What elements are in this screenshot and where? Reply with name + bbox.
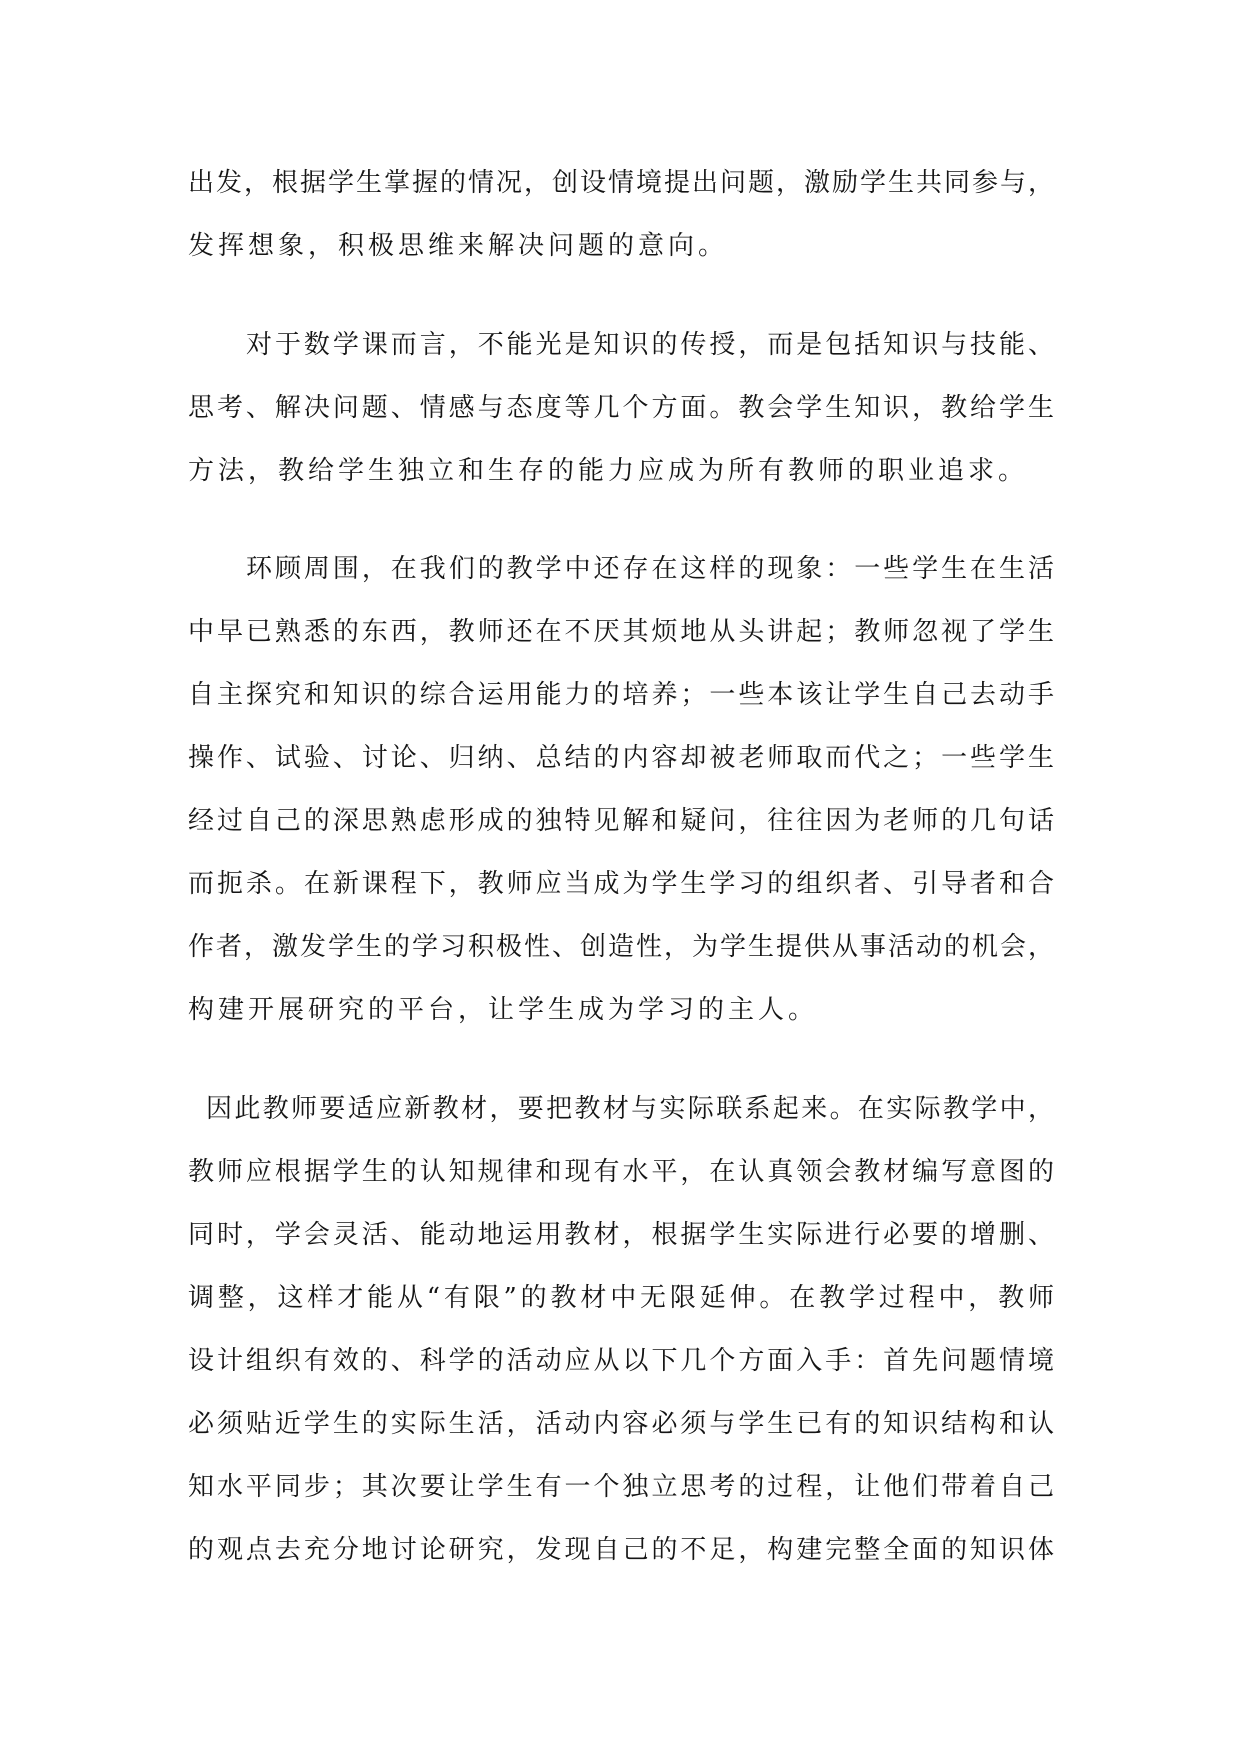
paragraph-3-line-6: 而扼杀。在新课程下，教师应当成为学生学习的组织者、引导者和合	[188, 869, 1054, 899]
paragraph-4-line-8: 的观点去充分地讨论研究，发现自己的不足，构建完整全面的知识体	[188, 1535, 1054, 1565]
paragraph-4-line-6: 必须贴近学生的实际生活，活动内容必须与学生已有的知识结构和认	[188, 1409, 1054, 1439]
paragraph-4-line-4: 调整，这样才能从“有限”的教材中无限延伸。在教学过程中，教师	[188, 1283, 1054, 1313]
paragraph-3-line-4: 操作、试验、讨论、归纳、总结的内容却被老师取而代之；一些学生	[188, 743, 1054, 773]
paragraph-1-line-1: 出发，根据学生掌握的情况，创设情境提出问题，激励学生共同参与，	[188, 168, 1054, 198]
paragraph-4-line-3: 同时，学会灵活、能动地运用教材，根据学生实际进行必要的增删、	[188, 1220, 1054, 1250]
paragraph-3-line-2: 中早已熟悉的东西，教师还在不厌其烦地从头讲起；教师忽视了学生	[188, 617, 1054, 647]
paragraph-3-line-1: 环顾周围，在我们的教学中还存在这样的现象：一些学生在生活	[246, 554, 1054, 584]
paragraph-4-line-1: 因此教师要适应新教材，要把教材与实际联系起来。在实际教学中，	[206, 1094, 1054, 1124]
paragraph-4-line-5: 设计组织有效的、科学的活动应从以下几个方面入手：首先问题情境	[188, 1346, 1054, 1376]
paragraph-3-line-3: 自主探究和知识的综合运用能力的培养；一些本该让学生自己去动手	[188, 680, 1054, 710]
paragraph-2-line-3: 方法，教给学生独立和生存的能力应成为所有教师的职业追求。	[188, 456, 1029, 486]
paragraph-3-line-8: 构建开展研究的平台，让学生成为学习的主人。	[188, 995, 819, 1025]
paragraph-3-line-5: 经过自己的深思熟虑形成的独特见解和疑问，往往因为老师的几句话	[188, 806, 1054, 836]
paragraph-4-line-2: 教师应根据学生的认知规律和现有水平，在认真领会教材编写意图的	[188, 1157, 1054, 1187]
paragraph-1-line-2: 发挥想象，积极思维来解决问题的意向。	[188, 231, 729, 261]
paragraph-2-line-2: 思考、解决问题、情感与态度等几个方面。教会学生知识，教给学生	[188, 393, 1054, 423]
paragraph-3-line-7: 作者，激发学生的学习积极性、创造性，为学生提供从事活动的机会，	[188, 932, 1054, 962]
paragraph-4-line-7: 知水平同步；其次要让学生有一个独立思考的过程，让他们带着自己	[188, 1472, 1054, 1502]
paragraph-2-line-1: 对于数学课而言，不能光是知识的传授，而是包括知识与技能、	[246, 330, 1054, 360]
